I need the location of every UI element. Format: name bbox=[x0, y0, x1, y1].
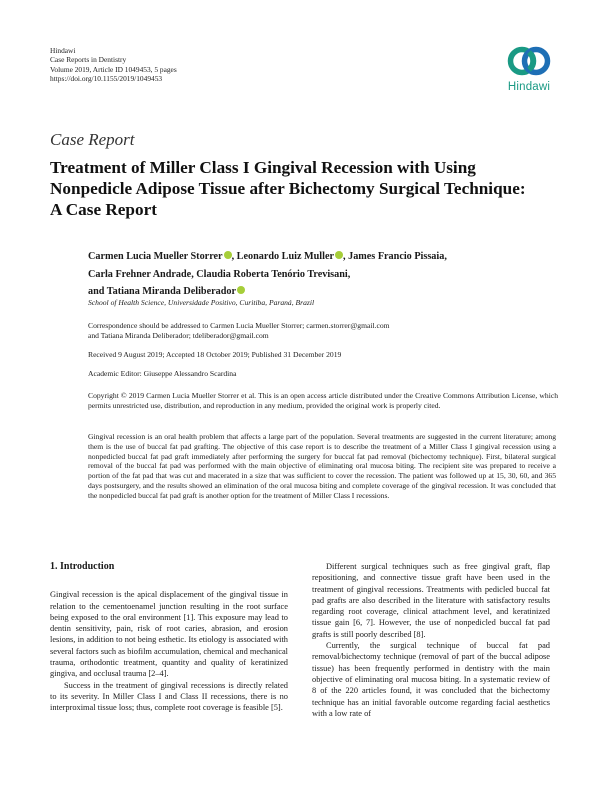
title-line: Nonpedicle Adipose Tissue after Bichectomy Surgical Technique: bbox=[50, 179, 526, 198]
abstract: Gingival recession is an oral health problem that affects a large part of the population. Several treatments are suggested in the current literature; among them is the use of buccal fat pad grafting. The objective of this case report is to describe the treatment of a Miller Class I gingival recession using a nonpedicled buccal fat pad graft immediately after performing the surgery for buccal fat pad removal (bichectomy technique). First, bilateral surgical removal of the buccal fat pad was performed with the main objective of eliminating oral mucosa biting. The recipient site was prepared to receive a portion of the fat pad that was cut and macerated in a size that was sufficient to cover the recession. The patient was followed up at 15, 30, 60, and 365 days postsurgery, and the results showed an elimination of the oral mucosa biting and complete coverage of the gingival recession. It was concluded that the nonpedicled buccal fat pad graft is another option for the treatment of Miller Class I recessions. bbox=[88, 432, 556, 500]
body-column-left bbox=[50, 561, 288, 714]
publication-dates: Received 9 August 2019; Accepted 18 October 2019; Published 31 December 2019 bbox=[88, 350, 342, 359]
correspondence-line: and Tatiana Miranda Deliberador; tdeliberador@gmail.com bbox=[88, 330, 269, 340]
article-title bbox=[50, 157, 560, 220]
correspondence-line: Correspondence should be addressed to Carmen Lucia Mueller Storrer; carmen.storrer@gmail.com bbox=[88, 321, 390, 330]
orcid-icon[interactable] bbox=[237, 286, 245, 294]
author-name[interactable]: and Tatiana Miranda Deliberador bbox=[88, 286, 237, 298]
correspondence bbox=[88, 321, 558, 340]
journal-doi[interactable]: https://doi.org/10.1155/2019/1049453 bbox=[50, 74, 163, 84]
author-name[interactable]: Leonardo Luiz Muller bbox=[236, 251, 335, 262]
author-name[interactable]: Claudia Roberta Tenório Trevisani bbox=[196, 268, 348, 280]
paragraph: Success in the treatment of gingival recessions is directly related to its severity. In Miller Class I and Class II recessions, there is no interproximal tissue loss; thus, complete root coverage is feasible [5]. bbox=[50, 680, 288, 713]
article-type: Case Report bbox=[50, 130, 135, 149]
paragraph: Currently, the surgical technique of buccal fat pad removal/bichectomy technique (removal of part of the buccal adipose tissue) has been frequently performed in dentistry with the main objective of eliminating oral mucosa biting. In a systematic review of 8 of the 220 articles found, it was concluded that the bichectomy technique has an initial favorable outcome regarding facial aesthetics with a low rate of bbox=[312, 641, 550, 718]
journal-volume: Volume 2019, Article ID 1049453, 5 pages bbox=[50, 64, 177, 74]
title-line: A Case Report bbox=[50, 200, 157, 219]
orcid-icon[interactable] bbox=[224, 251, 232, 259]
affiliation: School of Health Science, Universidade Positivo, Curitiba, Paraná, Brazil bbox=[88, 298, 315, 307]
academic-editor: Academic Editor: Giuseppe Alessandro Scardina bbox=[88, 369, 237, 378]
paragraph: Gingival recession is the apical displacement of the gingival tissue in relation to the cementoenamel junction resulting in the root surface being exposed to the oral environment [1]. This exposure may lead to dentin sensitivity, pain, risk of root caries, abrasion, and erosion lesions, in addition to not being esthetic. Its etiology is associated with several factors such as biofilm accumulation, chemical and mechanical trauma, orthodontic treatment, quantity and quality of keratinized gingiva, and occlusal trauma [2–4]. bbox=[50, 590, 288, 679]
author-name[interactable]: Carla Frehner Andrade bbox=[88, 268, 192, 280]
hindawi-logo bbox=[497, 43, 561, 93]
journal-publisher: Hindawi bbox=[50, 46, 76, 55]
author-list: Carmen Lucia Mueller Storrer , Leonardo Luiz Muller , James Francio Pissaia, Carla Frehner Andrade, Claudia Roberta Tenório Trevisani, and Tatiana Miranda Deliberador bbox=[88, 251, 447, 298]
author-name[interactable]: James Francio Pissaia bbox=[348, 251, 445, 262]
section-heading: 1. Introduction bbox=[50, 561, 115, 572]
author-name[interactable]: Carmen Lucia Mueller Storrer bbox=[88, 251, 223, 262]
copyright-notice: Copyright © 2019 Carmen Lucia Mueller Storrer et al. This is an open access article distributed under the Creative Commons Attribution License, which permits unrestricted use, distribution, and reproduction in any medium, provided the original work is properly cited. bbox=[88, 391, 558, 410]
logo-text: Hindawi bbox=[507, 81, 551, 93]
paragraph: Different surgical techniques such as free gingival graft, flap repositioning, and connective tissue graft have been used in the treatment of gingival recessions. Treatments with pedicled buccal fat pad grafts are also described in the literature with satisfactory results regarding root coverage, clinical attachment level, and keratinized tissue gain [6, 7]. However, the use of nonpedicled buccal fat pad grafts is still poorly described [8]. bbox=[312, 562, 550, 639]
title-line: Treatment of Miller Class I Gingival Recession with Using bbox=[50, 158, 476, 177]
body-column-right bbox=[312, 561, 550, 719]
hindawi-logo-icon bbox=[507, 43, 551, 79]
journal-name: Case Reports in Dentistry bbox=[50, 55, 127, 65]
journal-info bbox=[50, 46, 177, 84]
orcid-icon[interactable] bbox=[335, 251, 343, 259]
